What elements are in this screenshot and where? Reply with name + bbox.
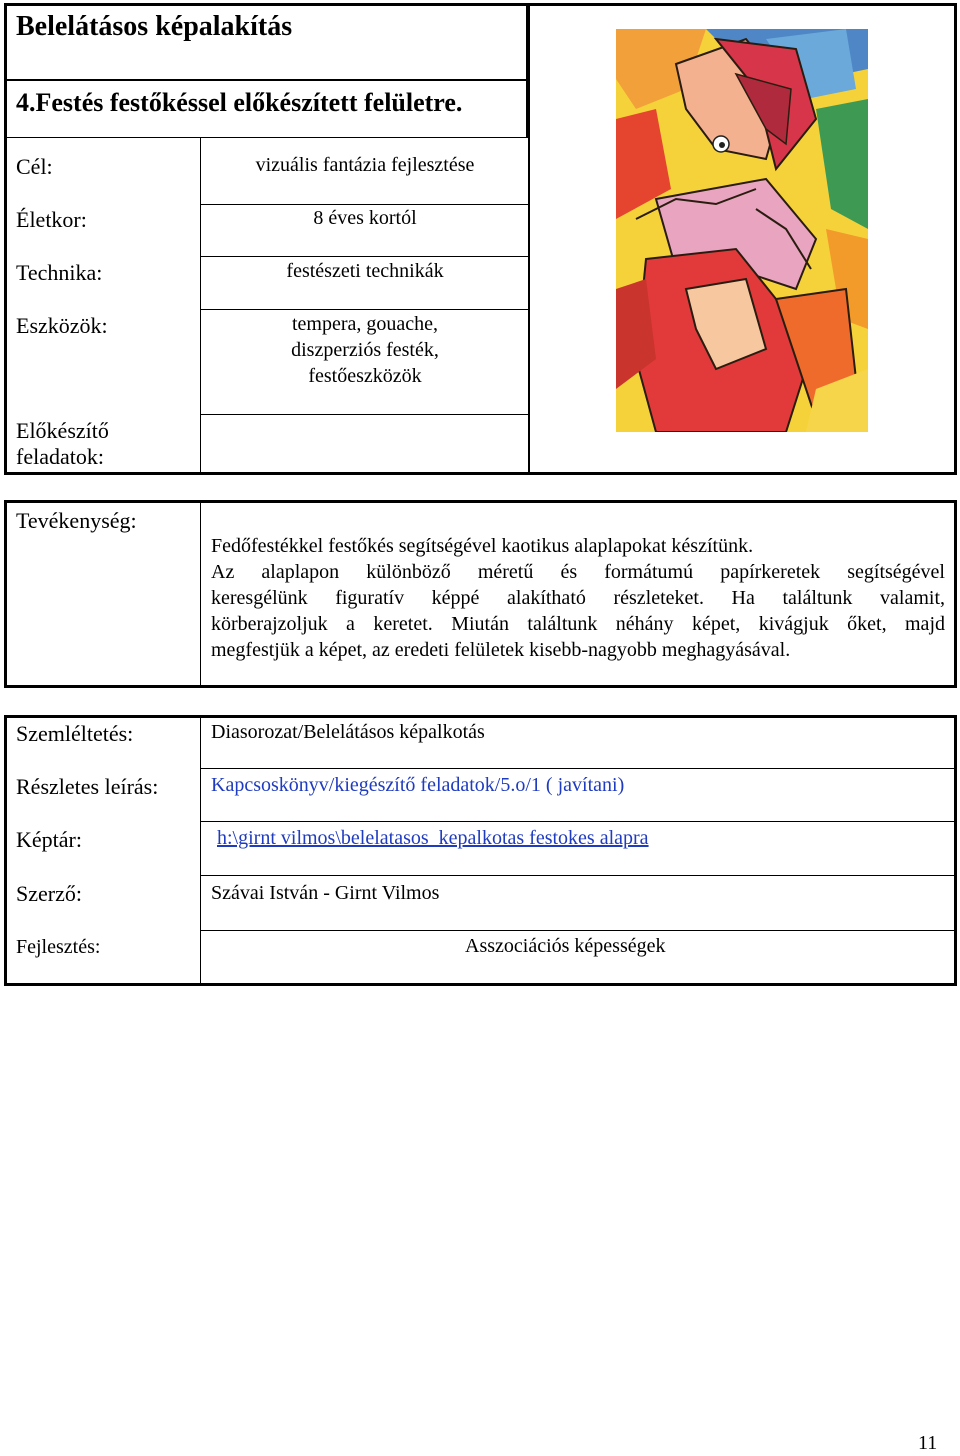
- value-technique: festészeti technikák: [286, 260, 444, 282]
- label-development: Fejlesztés:: [16, 936, 101, 958]
- details-divider: [200, 715, 201, 986]
- value-tools-line: diszperziós festék,: [291, 339, 439, 361]
- label-technique: Technika:: [16, 260, 103, 285]
- value-tools-line: festőeszközök: [308, 365, 422, 387]
- link-gallery-path[interactable]: h:\girnt vilmos\belelatasos_kepalkotas festokes alapra: [217, 827, 649, 849]
- label-goal: Cél:: [16, 154, 53, 179]
- activity-line: megfestjük a képet, az eredeti felületek kisebb-nagyobb meghagyásával.: [211, 639, 791, 661]
- row-divider: [200, 309, 528, 310]
- info-divider: [200, 137, 201, 475]
- activity-text: [211, 533, 945, 663]
- value-goal: vizuális fantázia fejlesztése: [255, 154, 475, 176]
- value-author: Szávai István - Girnt Vilmos: [211, 882, 440, 904]
- row-divider: [200, 768, 957, 769]
- page-title: Belelátásos képalakítás: [16, 11, 293, 42]
- row-divider: [200, 256, 528, 257]
- row-divider: [200, 414, 528, 415]
- label-detailed-description: Részletes leírás:: [16, 774, 159, 799]
- label-preparation-line: Előkészítő: [16, 418, 109, 443]
- page-number: 11: [918, 1432, 938, 1454]
- label-preparation-line: feladatok:: [16, 444, 104, 469]
- value-age: 8 éves kortól: [313, 207, 417, 229]
- value-tools: [202, 311, 528, 389]
- page-subtitle: 4.Festés festőkéssel előkészített felületre.: [16, 88, 463, 117]
- label-age: Életkor:: [16, 207, 87, 232]
- title-cell: [4, 3, 528, 81]
- value-tools-line: tempera, gouache,: [291, 313, 439, 335]
- value-illustration: Diasorozat/Belelátásos képalkotás: [211, 721, 485, 743]
- label-illustration: Szemléltetés:: [16, 721, 134, 746]
- link-detailed-description[interactable]: Kapcsoskönyv/kiegészítő feladatok/5.o/1 ( javítani): [211, 774, 625, 796]
- row-divider: [4, 137, 528, 138]
- label-tools: Eszközök:: [16, 313, 108, 338]
- row-divider: [200, 875, 957, 876]
- activity-line: körberajzoljuk a keretet. Miután találtunk néhány képet, kivágjuk őket, majd: [211, 613, 945, 635]
- activity-line: keresgélünk figuratív képpé alakítható részleteket. Ha találtunk valamit,: [211, 587, 945, 609]
- activity-divider: [200, 500, 201, 688]
- child-painting-image: [616, 29, 868, 432]
- row-divider: [200, 930, 957, 931]
- label-author: Szerző:: [16, 881, 82, 906]
- activity-line: Fedőfestékkel festőkés segítségével kaotikus alaplapokat készítünk.: [211, 535, 754, 557]
- label-activity: Tevékenység:: [16, 508, 137, 533]
- activity-line: Az alaplapon különböző méretű és formátumú papírkeretek segítségével: [211, 561, 945, 583]
- label-gallery: Képtár:: [16, 827, 82, 852]
- row-divider: [200, 821, 957, 822]
- value-development: Asszociációs képességek: [465, 935, 666, 957]
- subtitle-cell: [4, 81, 528, 137]
- label-preparation: [16, 418, 109, 470]
